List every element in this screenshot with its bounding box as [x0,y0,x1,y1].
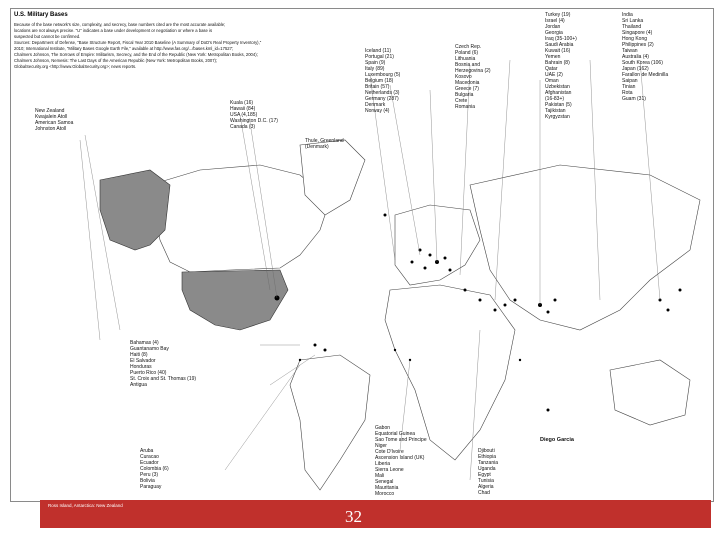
note-line: Sources: Department of Defense, "Base Structure Report, Fiscal Year 2010 Baseline (A Summary of DoD's Real Property Inventory)," [14,40,262,45]
map-label: Australia (4) [622,54,649,60]
map-label: Uzbekistan [545,84,570,90]
map-label: Saudi Arabia [545,42,574,48]
note-line: 2010; International Institute, "Military Bases Google Earth File," available at http://www.fas.org/.../bases.kml_id=17527; [14,46,234,51]
map-label: Jordan [545,24,561,30]
map-label: Britain (57) [365,84,390,90]
map-label: Bahrain (8) [545,60,570,66]
map-label: India [622,12,633,18]
note-line: locations are not always precise. "U" indicates a base under development or negotiation or where a base is [14,28,213,33]
map-label: Thailand [622,24,642,30]
map-label: Ethiopia [478,454,497,460]
map-label: Pakistan (5) [545,102,572,108]
note-line: Because of the base network's size, complexity, and secrecy, base numbers cited are the most accurate available; [14,22,226,27]
map-label: Kosovo [455,74,472,80]
map-label: Johnston Atoll [35,126,67,132]
map-label: El Salvador [130,358,156,364]
map-label: Curacao [140,454,159,460]
map-label: Canada (3) [230,124,256,130]
map-label: Niger [375,443,387,449]
note-line: Chalmers Johnson, The Sorrows of Empire: Militarism, Secrecy, and the End of the Republic (New York: Metropolitan Books, 2004); [14,52,258,57]
label-group-asia [622,12,668,102]
map-label: Bolivia [140,478,155,484]
map-label: Uganda [478,466,496,472]
map-label: Crete [455,98,468,104]
map-label: South Korea (106) [622,60,663,66]
map-label: St. Croix and St. Thomas (19) [130,376,197,382]
map-label: Farallon de Medinilla [622,72,669,78]
map-label: USA (4,185) [230,112,258,118]
map-label: Belgium (18) [365,78,394,84]
map-label: Iceland (11) [365,48,392,54]
label-group-africa-west [375,425,427,497]
map-label: Sri Lanka [622,18,644,24]
map-label: Mali [375,473,385,479]
map-label: Saipan [622,78,638,84]
map-label: Thule, Greenland [305,138,344,144]
map-label: Liberia [375,461,391,467]
label-group-africa-east [478,448,498,496]
label-group-mideast [545,12,577,120]
note-line: GlobalSecurity.org <http://www.GlobalSecurity.org>; news reports. [14,64,137,69]
map-label: Antigua [130,382,147,388]
map-label: Ecuador [140,460,159,466]
map-label: Tanzania [478,460,499,466]
map-label: Morocco [375,491,395,497]
map-label: Sierra Leone [375,467,404,473]
map-label: Iraq (35-100+) [545,36,577,42]
map-label: Bulgaria [455,92,474,98]
map-label: Lithuania [455,56,476,62]
map-label: Portugal (21) [365,54,394,60]
australia-shape [610,360,690,425]
map-label: Rota [622,90,633,96]
map-label: Guam (31) [622,96,646,102]
map-label: Ascension Island (UK) [375,455,425,461]
label-group-europe-west [365,48,400,114]
map-label: Philippines (2) [622,42,654,48]
map-label: Sao Tome and Principe [375,437,427,443]
map-label: Bahamas (4) [130,340,159,346]
map-label: Oman [545,78,559,84]
note-line: Chalmers Johnson, Nemesis: The Last Days of the American Republic (New York: Metropolitan Books, 2007); [14,58,218,63]
map-label: (Denmark) [305,144,329,150]
map-label: Georgia [545,30,563,36]
map-label: Aruba [140,448,154,454]
map-label: Haiti (8) [130,352,148,358]
map-label: Kwajalein Atoll [35,114,68,120]
canada-shape [150,165,330,272]
map-label: Honduras [130,364,152,370]
label-group-pacific [35,108,73,132]
map-label: Norway (4) [365,108,390,114]
map-label: Tajikistan [545,108,566,114]
map-label: Hong Kong [622,36,648,42]
map-label: Hawaii (84) [230,106,256,112]
label-group-north-pacific [230,100,278,130]
map-label: Guantanamo Bay [130,346,169,352]
map-label: Netherlands (3) [365,90,400,96]
map-label: Kuala (16) [230,100,254,106]
map-label: Kyrgyzstan [545,114,570,120]
south-america-shape [290,355,370,490]
map-label: New Zealand [35,108,65,114]
map-label: Israel (4) [545,18,565,24]
usa-shape [182,270,288,330]
map-label: Yemen [545,54,561,60]
map-label: Cote D'Ivoire [375,449,404,455]
label-group-greenland [305,138,344,150]
label-group-south-america [140,448,169,490]
legend-note: Ross Island, Antarctica: New Zealand [48,503,123,508]
map-label: Paraguay [140,484,162,490]
map-label: Chad [478,490,490,496]
map-label: Romania [455,104,476,110]
map-label: Herzegovina (2) [455,68,491,74]
map-label: Afghanistan [545,90,572,96]
map-label: Turkey (19) [545,12,571,18]
map-label: Equatorial Guinea [375,431,416,437]
map-label: Bosnia and [455,62,481,68]
note-line: suspected but cannot be confirmed. [14,34,81,39]
map-label: Puerto Rico (40) [130,370,167,376]
label-group-europe-east [455,44,491,110]
map-label: Taiwan [622,48,638,54]
source-notes [14,22,374,70]
map-label: Czech Rep. [455,44,482,50]
map-label: Denmark [365,102,386,108]
map-label: American Samoa [35,120,74,126]
map-label: UAE (2) [545,72,563,78]
page-number: 32 [345,507,362,526]
map-label: Spain (9) [365,60,386,66]
map-label: Germany (287) [365,96,399,102]
map-label: Japan (162) [622,66,649,72]
map-label: Algeria [478,484,494,490]
map-label: Egypt [478,472,491,478]
map-label: Qatar [545,66,558,72]
map-label: Mauritania [375,485,399,491]
label-diego-garcia: Diego Garcia [540,437,574,443]
map-label: Washington D.C. (17) [230,118,278,124]
map-label: (16-83+) [545,96,565,102]
map-label: Kuwait (16) [545,48,571,54]
map-label: Singapore (4) [622,30,653,36]
map-label: Peru (3) [140,472,159,478]
map-label: Italy (89) [365,66,385,72]
map-label: Greece (7) [455,86,479,92]
footer-bar [40,500,711,528]
map-label: Djibouti [478,448,495,454]
map-title: U.S. Military Bases [14,12,68,18]
europe-shape [395,205,480,285]
map-label: Tinian [622,84,636,90]
map-label: Poland (6) [455,50,479,56]
map-label: Colombia (6) [140,466,169,472]
map-label: Luxembourg (5) [365,72,401,78]
label-group-caribbean [130,340,196,388]
map-label: Tunisia [478,478,494,484]
map-label: Senegal [375,479,394,485]
map-label: Macedonia [455,80,480,86]
map-label: Gabon [375,425,391,431]
